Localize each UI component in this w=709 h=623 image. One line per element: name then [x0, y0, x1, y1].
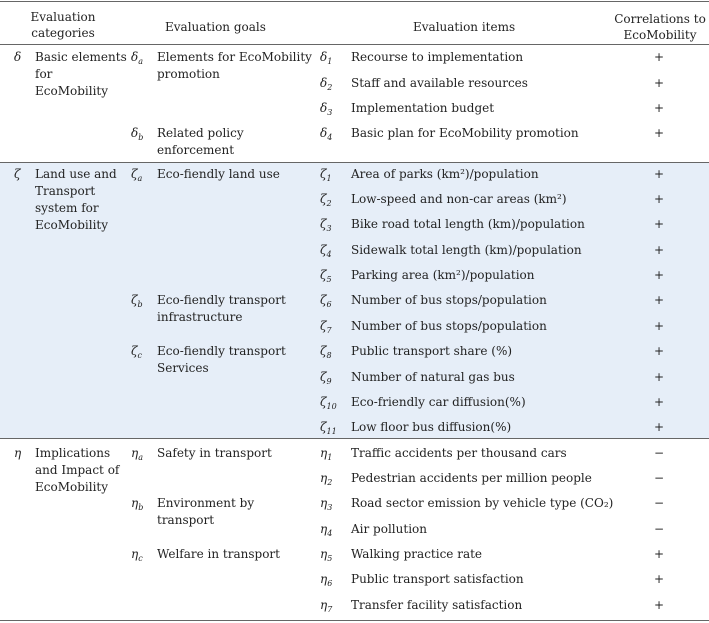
bottom-rule [0, 620, 709, 621]
correlation-sign: + [653, 572, 665, 586]
goal-label: Eco-fiendly transport infrastructure [157, 293, 286, 324]
item-label: Number of natural gas bus [351, 370, 515, 384]
item-symbol: $\zeta_4$ [320, 243, 332, 259]
goal-label: Elements for EcoMobility promotion [157, 50, 312, 81]
group-divider [0, 438, 709, 439]
header-rule [0, 44, 709, 45]
correlation-sign: + [653, 344, 665, 358]
category-symbol: ζ [14, 167, 21, 181]
goal-symbol: $\zeta_a$ [131, 167, 143, 183]
header-goals: Evaluation goals [165, 20, 266, 34]
correlation-sign: − [653, 471, 665, 485]
correlation-sign: + [653, 268, 665, 282]
correlation-sign: + [653, 420, 665, 434]
correlation-sign: − [653, 522, 665, 536]
correlation-sign: + [653, 192, 665, 206]
goal-symbol: $\eta_a$ [131, 446, 143, 462]
correlation-sign: + [653, 50, 665, 64]
correlation-sign: − [653, 496, 665, 510]
item-symbol: $\zeta_8$ [320, 344, 332, 360]
item-symbol: $\zeta_7$ [320, 319, 332, 335]
item-label: Bike road total length (km)/population [351, 217, 585, 231]
category-symbol: δ [14, 50, 22, 64]
item-symbol: $\delta_3$ [320, 101, 333, 117]
item-label: Air pollution [351, 522, 427, 536]
item-symbol: $\delta_2$ [320, 76, 333, 92]
item-label: Transfer facility satisfaction [351, 598, 523, 612]
correlation-sign: + [653, 101, 665, 115]
item-symbol: $\eta_3$ [320, 496, 333, 512]
top-rule [0, 1, 709, 2]
goal-label: Eco-fiendly land use [157, 167, 280, 181]
category-label: Implications and Impact of EcoMobility [35, 446, 120, 494]
goal-label: Eco-fiendly transport Services [157, 344, 286, 375]
item-symbol: $\delta_4$ [320, 126, 333, 142]
item-label: Sidewalk total length (km)/population [351, 243, 582, 257]
goal-symbol: $\eta_b$ [131, 496, 144, 512]
item-label: Public transport share (%) [351, 344, 513, 358]
category-symbol: η [14, 446, 22, 460]
correlation-sign: + [653, 217, 665, 231]
goal-symbol: $\delta_b$ [131, 126, 144, 142]
goal-symbol: $\eta_c$ [131, 547, 143, 563]
item-symbol: $\eta_5$ [320, 547, 333, 563]
correlation-sign: + [653, 547, 665, 561]
correlation-sign: + [653, 395, 665, 409]
goal-symbol: $\delta_a$ [131, 50, 144, 66]
item-label: Number of bus stops/population [351, 319, 547, 333]
item-symbol: $\eta_4$ [320, 522, 333, 538]
header-items: Evaluation items [413, 20, 516, 34]
category-label: Basic elements for EcoMobility [35, 50, 127, 98]
correlation-sign: + [653, 167, 665, 181]
item-symbol: $\eta_2$ [320, 471, 333, 487]
item-label: Recourse to implementation [351, 50, 524, 64]
goal-label: Environment by transport [157, 496, 255, 527]
item-symbol: $\zeta_2$ [320, 192, 332, 208]
goal-label: Related policy enforcement [157, 126, 244, 157]
item-symbol: $\zeta_5$ [320, 268, 332, 284]
item-label: Implementation budget [351, 101, 495, 115]
correlation-sign: + [653, 76, 665, 90]
category-label: Land use and Transport system for EcoMobility [35, 167, 117, 232]
correlation-sign: + [653, 319, 665, 333]
item-symbol: $\zeta_3$ [320, 217, 332, 233]
item-symbol: $\eta_6$ [320, 572, 333, 588]
item-symbol: $\eta_1$ [320, 446, 333, 462]
item-label: Pedestrian accidents per million people [351, 471, 592, 485]
goal-label: Safety in transport [157, 446, 272, 460]
item-label: Eco-friendly car diffusion(%) [351, 395, 526, 409]
correlation-sign: + [653, 126, 665, 140]
item-label: Area of parks (km²)/population [351, 167, 539, 181]
item-label: Public transport satisfaction [351, 572, 524, 586]
item-label: Basic plan for EcoMobility promotion [351, 126, 579, 140]
item-label: Traffic accidents per thousand cars [351, 446, 567, 460]
header-correlations: Correlations to EcoMobility [614, 12, 706, 42]
item-label: Number of bus stops/population [351, 293, 547, 307]
goal-label: Welfare in transport [157, 547, 280, 561]
item-symbol: $\zeta_{10}$ [320, 395, 337, 411]
correlation-sign: − [653, 446, 665, 460]
item-symbol: $\zeta_6$ [320, 293, 332, 309]
item-label: Staff and available resources [351, 76, 528, 90]
item-label: Road sector emission by vehicle type (CO₂) [351, 496, 614, 510]
correlation-sign: + [653, 293, 665, 307]
item-label: Walking practice rate [351, 547, 483, 561]
correlation-sign: + [653, 370, 665, 384]
group-divider [0, 162, 709, 163]
goal-symbol: $\zeta_c$ [131, 344, 142, 360]
item-symbol: $\eta_7$ [320, 598, 333, 614]
header-categories: Evaluation categories [30, 10, 96, 40]
item-label: Low-speed and non-car areas (km²) [351, 192, 567, 206]
item-symbol: $\zeta_{11}$ [320, 420, 337, 436]
goal-symbol: $\zeta_b$ [131, 293, 143, 309]
item-symbol: $\zeta_1$ [320, 167, 332, 183]
correlation-sign: + [653, 243, 665, 257]
item-label: Parking area (km²)/population [351, 268, 535, 282]
item-symbol: $\zeta_9$ [320, 370, 332, 386]
item-label: Low floor bus diffusion(%) [351, 420, 512, 434]
item-symbol: $\delta_1$ [320, 50, 333, 66]
correlation-sign: + [653, 598, 665, 612]
